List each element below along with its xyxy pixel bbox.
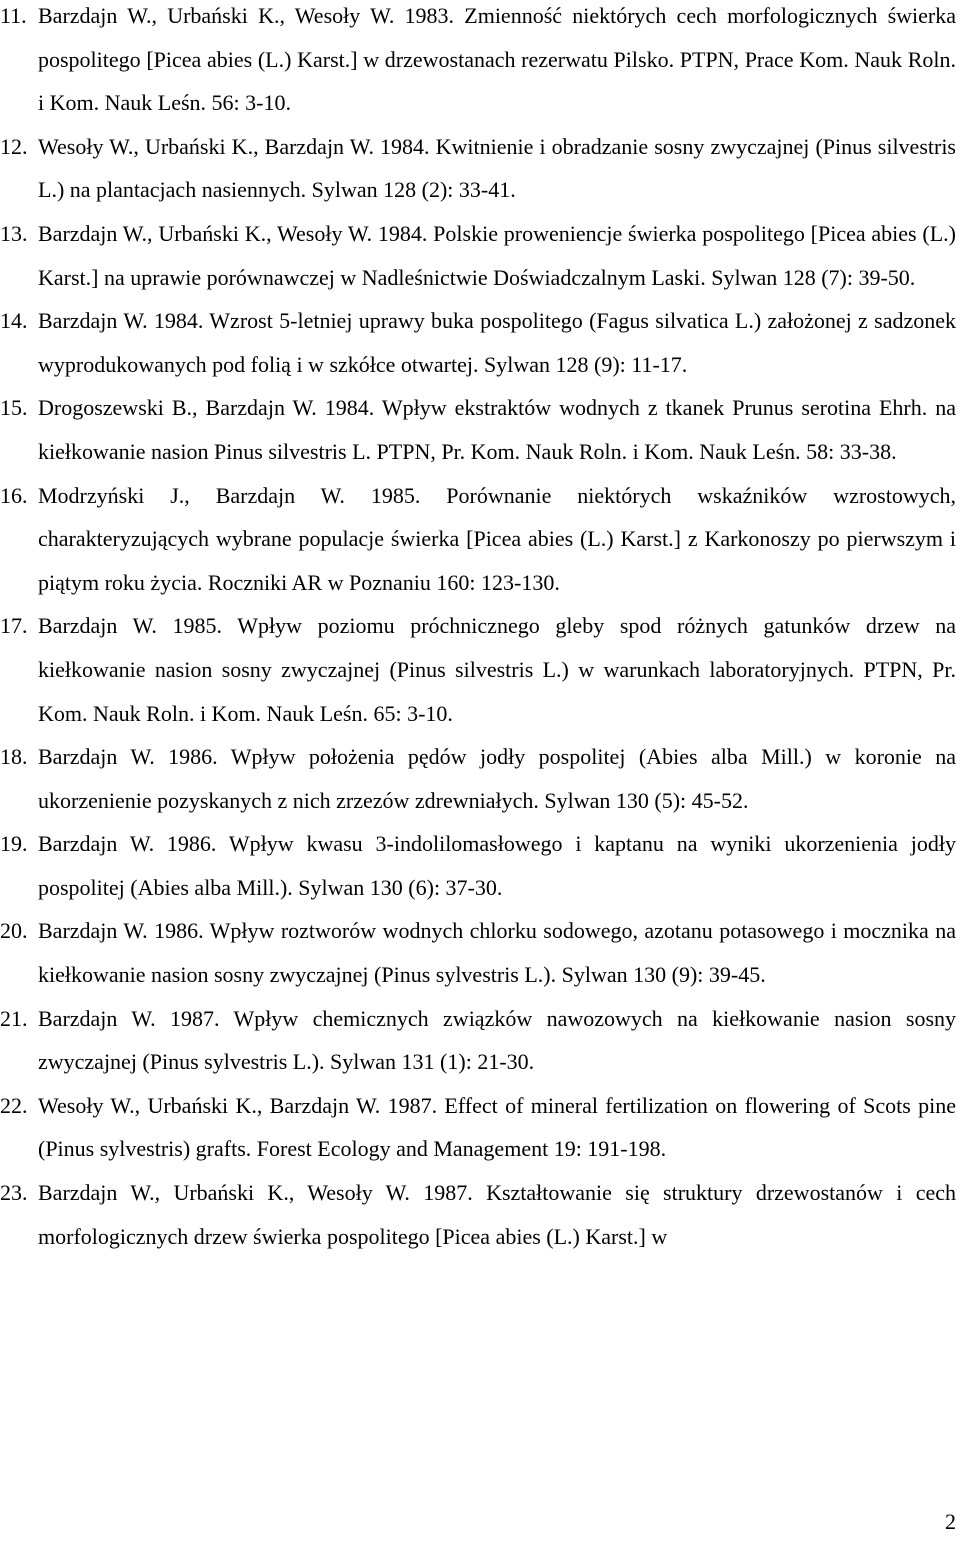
reference-number: 17. xyxy=(0,613,28,639)
reference-number: 15. xyxy=(0,395,28,421)
reference-number: 16. xyxy=(0,482,28,508)
reference-number: 20. xyxy=(0,918,28,944)
reference-text: Barzdajn W. 1986. Wpływ roztworów wodnych chlorku sodowego, azotanu potasowego i mocznika na kiełkowanie nasion sosny zwyczajnej (Pinus sylvestris L.). Sylwan 130 (9): 39-45. xyxy=(38,918,956,988)
reference-item xyxy=(0,474,956,605)
reference-text: Barzdajn W., Urbański K., Wesoły W. 1983. Zmienność niektórych cech morfologicznych świerka pospolitego [Picea abies (L.) Karst.] w drzewostanach rezerwatu Pilsko. PTPN, Prace Kom. Nauk Roln. i Kom. Nauk Leśn. 56: 3-10. xyxy=(38,3,956,116)
reference-number: 14. xyxy=(0,308,28,334)
reference-text: Barzdajn W. 1986. Wpływ kwasu 3-indolilomasłowego i kaptanu na wyniki ukorzenienia jodły pospolitej (Abies alba Mill.). Sylwan 130 (6): 37-30. xyxy=(38,831,956,900)
reference-number: 11. xyxy=(0,3,27,28)
reference-item xyxy=(0,386,956,473)
reference-item xyxy=(0,1171,956,1258)
reference-number: 13. xyxy=(0,220,28,246)
reference-text: Barzdajn W., Urbański K., Wesoły W. 1984. Polskie proweniencje świerka pospolitego [Picea abies (L.) Karst.] na uprawie porównawczej w Nadleśnictwie Doświadczalnym Laski. Sylwan 128 (7): 39-50. xyxy=(38,220,956,290)
reference-text: Barzdajn W. 1987. Wpływ chemicznych związków nawozowych na kiełkowanie nasion sosny zwyczajnej (Pinus sylvestris L.). Sylwan 131 (1): 21-30. xyxy=(38,1005,956,1075)
reference-item xyxy=(0,125,956,212)
reference-number: 21. xyxy=(0,1005,28,1031)
page-number: 2 xyxy=(945,1509,956,1534)
reference-item xyxy=(0,212,956,299)
reference-text: Wesoły W., Urbański K., Barzdajn W. 1984. Kwitnienie i obradzanie sosny zwyczajnej (Pinus silvestris L.) na plantacjach nasiennych. Sylwan 128 (2): 33-41. xyxy=(38,133,956,203)
reference-item xyxy=(0,604,956,735)
reference-item xyxy=(0,1084,956,1171)
reference-text: Modrzyński J., Barzdajn W. 1985. Porównanie niektórych wskaźników wzrostowych, charakteryzujących wybrane populacje świerka [Picea abies (L.) Karst.] z Karkonoszy po pierwszym i piątym roku życia. Roczniki AR w Poznaniu 160: 123-130. xyxy=(38,482,956,595)
reference-number: 19. xyxy=(0,831,28,857)
reference-item xyxy=(0,735,956,822)
reference-item xyxy=(0,997,956,1084)
reference-item xyxy=(0,299,956,386)
reference-text: Wesoły W., Urbański K., Barzdajn W. 1987. Effect of mineral fertilization on flowering of Scots pine (Pinus sylvestris) grafts. Forest Ecology and Management 19: 191-198. xyxy=(38,1092,956,1162)
reference-number: 22. xyxy=(0,1092,28,1118)
reference-text: Barzdajn W. 1985. Wpływ poziomu próchnicznego gleby spod różnych gatunków drzew na kiełkowanie nasion sosny zwyczajnej (Pinus silvestris L.) w warunkach laboratoryjnych. PTPN, Pr. Kom. Nauk Roln. i Kom. Nauk Leśn. 65: 3-10. xyxy=(38,613,956,726)
reference-item xyxy=(0,0,956,125)
reference-text: Barzdajn W. 1986. Wpływ położenia pędów jodły pospolitej (Abies alba Mill.) w koronie na ukorzenienie pozyskanych z nich zrzezów zdrewniałych. Sylwan 130 (5): 45-52. xyxy=(38,744,956,813)
reference-text: Barzdajn W. 1984. Wzrost 5-letniej uprawy buka pospolitego (Fagus silvatica L.) założonej z sadzonek wyprodukowanych pod folią i w szkółce otwartej. Sylwan 128 (9): 11-17. xyxy=(38,308,956,377)
reference-number: 18. xyxy=(0,744,28,770)
reference-number: 23. xyxy=(0,1180,28,1206)
reference-number: 12. xyxy=(0,133,28,159)
reference-item xyxy=(0,909,956,996)
reference-text: Drogoszewski B., Barzdajn W. 1984. Wpływ ekstraktów wodnych z tkanek Prunus serotina Ehrh. na kiełkowanie nasion Pinus silvestris L. PTPN, Pr. Kom. Nauk Roln. i Kom. Nauk Leśn. 58: 33-38. xyxy=(38,395,956,464)
reference-item xyxy=(0,822,956,909)
reference-text: Barzdajn W., Urbański K., Wesoły W. 1987. Kształtowanie się struktury drzewostanów i cech morfologicznych drzew świerka pospolitego [Picea abies (L.) Karst.] w xyxy=(38,1180,956,1249)
